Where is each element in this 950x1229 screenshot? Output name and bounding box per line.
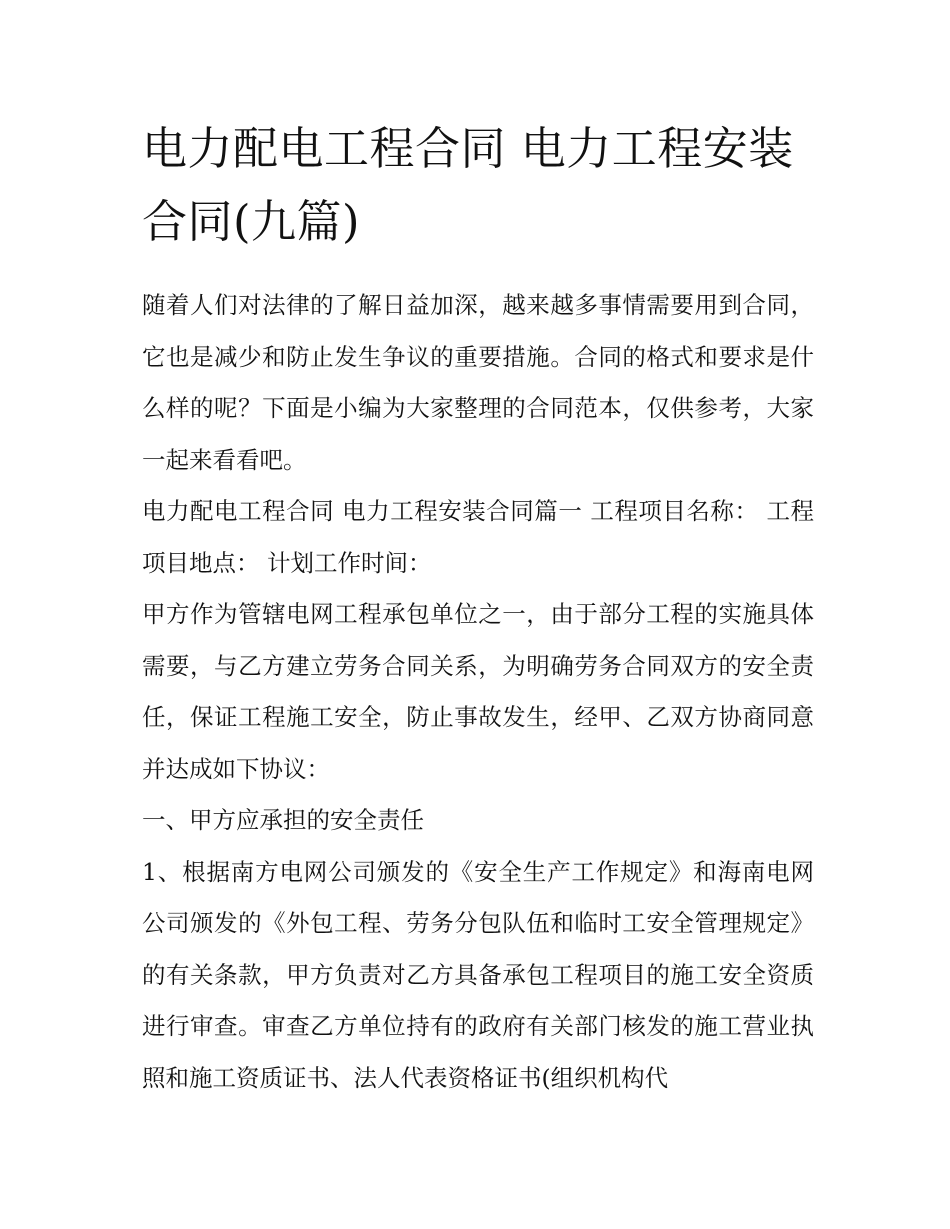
- contract-header-paragraph: 电力配电工程合同 电力工程安装合同篇一 工程项目名称： 工程项目地点： 计划工作时间：: [142, 497, 814, 577]
- section-heading: 一、甲方应承担的安全责任: [142, 806, 424, 834]
- document-title: 电力配电工程合同 电力工程安装合同(九篇): [142, 122, 794, 248]
- agreement-preamble-paragraph: 甲方作为管辖电网工程承包单位之一，由于部分工程的实施具体需要，与乙方建立劳务合同关系，为明确劳务合同双方的安全责任，保证工程施工安全，防止事故发生，经甲、乙双方协商同意并达成如下协议：: [142, 600, 814, 783]
- document-body: [142, 112, 814, 1104]
- intro-paragraph: 随着人们对法律的了解日益加深，越来越多事情需要用到合同，它也是减少和防止发生争议的重要措施。合同的格式和要求是什么样的呢？下面是小编为大家整理的合同范本，仅供参考，大家一起来看看吧。: [142, 291, 814, 474]
- clause-paragraph: 1、根据南方电网公司颁发的《安全生产工作规定》和海南电网公司颁发的《外包工程、劳务分包队伍和临时工安全管理规定》的有关条款，甲方负责对乙方具备承包工程项目的施工安全资质进行审查。审查乙方单位持有的政府有关部门核发的施工营业执照和施工资质证书、法人代表资格证书(组织机构代: [142, 857, 814, 1092]
